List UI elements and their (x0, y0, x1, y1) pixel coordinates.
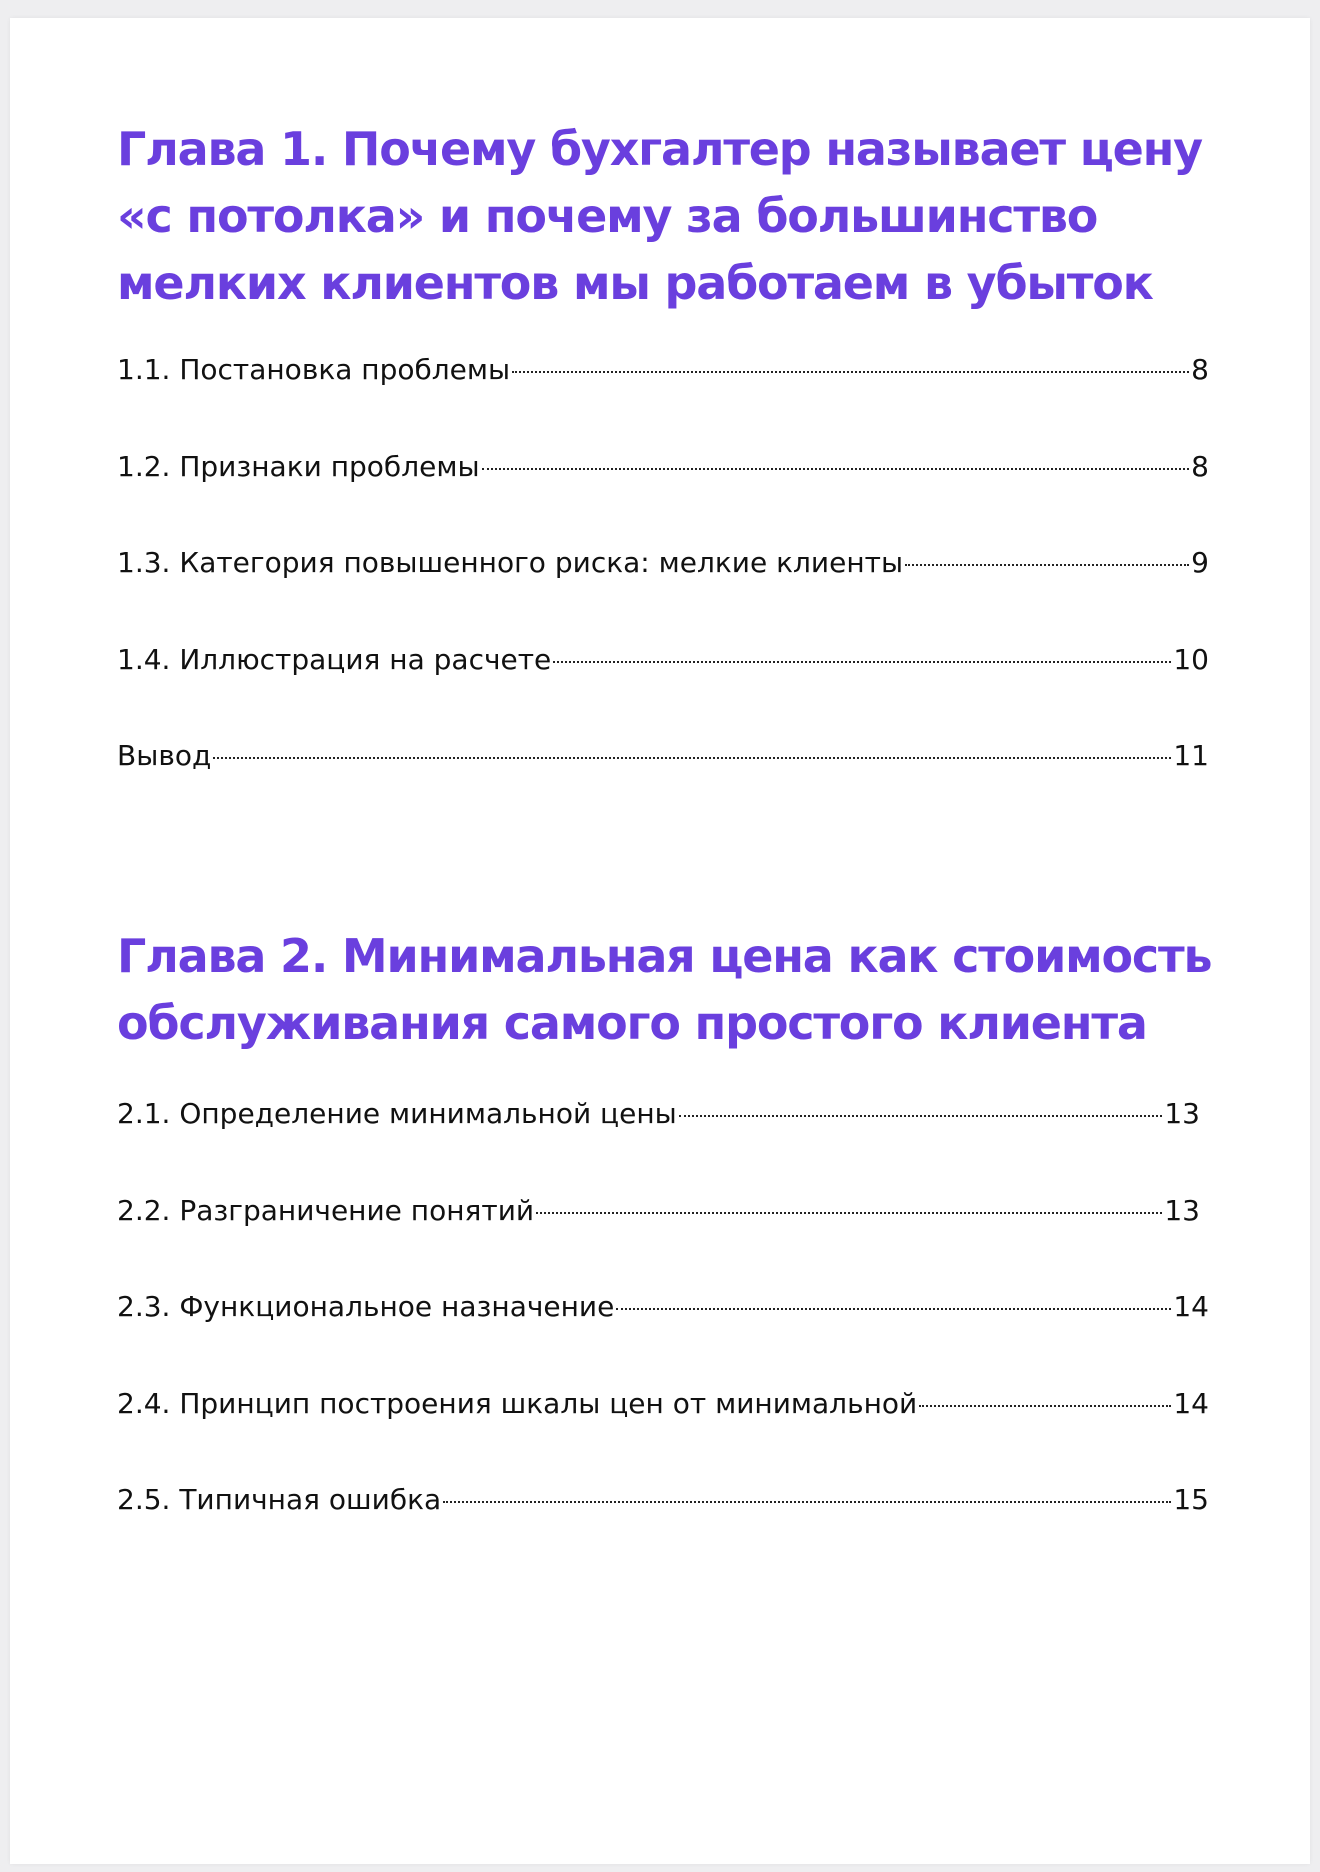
toc-entry[interactable] (117, 1483, 1209, 1580)
toc-entry[interactable] (117, 353, 1209, 450)
toc-dot-leader (679, 1115, 1163, 1117)
toc-entry-page: 13 (1164, 1097, 1200, 1130)
toc-dot-leader (512, 371, 1189, 373)
chapter-2-toc (117, 1097, 1217, 1580)
toc-dot-leader (213, 757, 1171, 759)
toc-dot-leader (482, 468, 1190, 470)
toc-dot-leader (616, 1308, 1171, 1310)
toc-entry[interactable] (117, 643, 1209, 740)
toc-entry[interactable] (117, 739, 1209, 836)
toc-entry-label: 2.4. Принцип построения шкалы цен от минимальной (117, 1386, 918, 1420)
toc-entry[interactable] (117, 546, 1209, 643)
toc-entry[interactable] (117, 1290, 1209, 1387)
toc-dot-leader (919, 1405, 1171, 1407)
toc-entry-page: 8 (1191, 353, 1209, 386)
toc-entry-label: 2.5. Типичная ошибка (117, 1483, 442, 1516)
chapter-2-title: Глава 2. Минимальная цена как стоимость обслуживания самого простого клиента (117, 929, 1212, 1050)
toc-entry-page: 10 (1173, 642, 1209, 676)
toc-entry[interactable] (117, 1387, 1209, 1484)
toc-entry-label: 1.4. Иллюстрация на расчете (117, 642, 552, 676)
toc-entry-label: 2.2. Разграничение понятий (117, 1193, 535, 1227)
toc-entry-label: 1.2. Признаки проблемы (117, 449, 480, 483)
toc-dot-leader (553, 661, 1171, 663)
chapter-2 (117, 923, 1217, 1580)
chapter-1 (117, 116, 1217, 836)
toc-entry-page: 9 (1191, 546, 1209, 579)
chapter-1-title: Глава 1. Почему бухгалтер называет цену «с потолка» и почему за большинство мелких клиентов мы работаем в убыток (117, 122, 1202, 310)
toc-entry-label: 2.1. Определение минимальной цены (117, 1097, 677, 1130)
toc-entry[interactable] (117, 1194, 1200, 1291)
toc-entry-label: 2.3. Функциональное назначение (117, 1290, 615, 1323)
document-page (10, 18, 1310, 1864)
toc-entry[interactable] (117, 1097, 1200, 1194)
toc-dot-leader (443, 1501, 1171, 1503)
toc-entry-page: 8 (1191, 449, 1209, 483)
toc-entry-label: 1.1. Постановка проблемы (117, 353, 511, 386)
toc-entry-page: 11 (1173, 739, 1209, 772)
toc-entry-page: 15 (1173, 1483, 1209, 1516)
toc-entry-page: 14 (1173, 1290, 1209, 1323)
toc-dot-leader (536, 1212, 1162, 1214)
toc-entry-label: 1.3. Категория повышенного риска: мелкие клиенты (117, 546, 904, 579)
chapter-1-toc (117, 353, 1217, 836)
toc-entry-page: 13 (1164, 1193, 1200, 1227)
toc-entry-page: 14 (1173, 1386, 1209, 1420)
toc-dot-leader (905, 564, 1189, 566)
toc-entry[interactable] (117, 450, 1209, 547)
toc-entry-label: Вывод (117, 739, 212, 772)
